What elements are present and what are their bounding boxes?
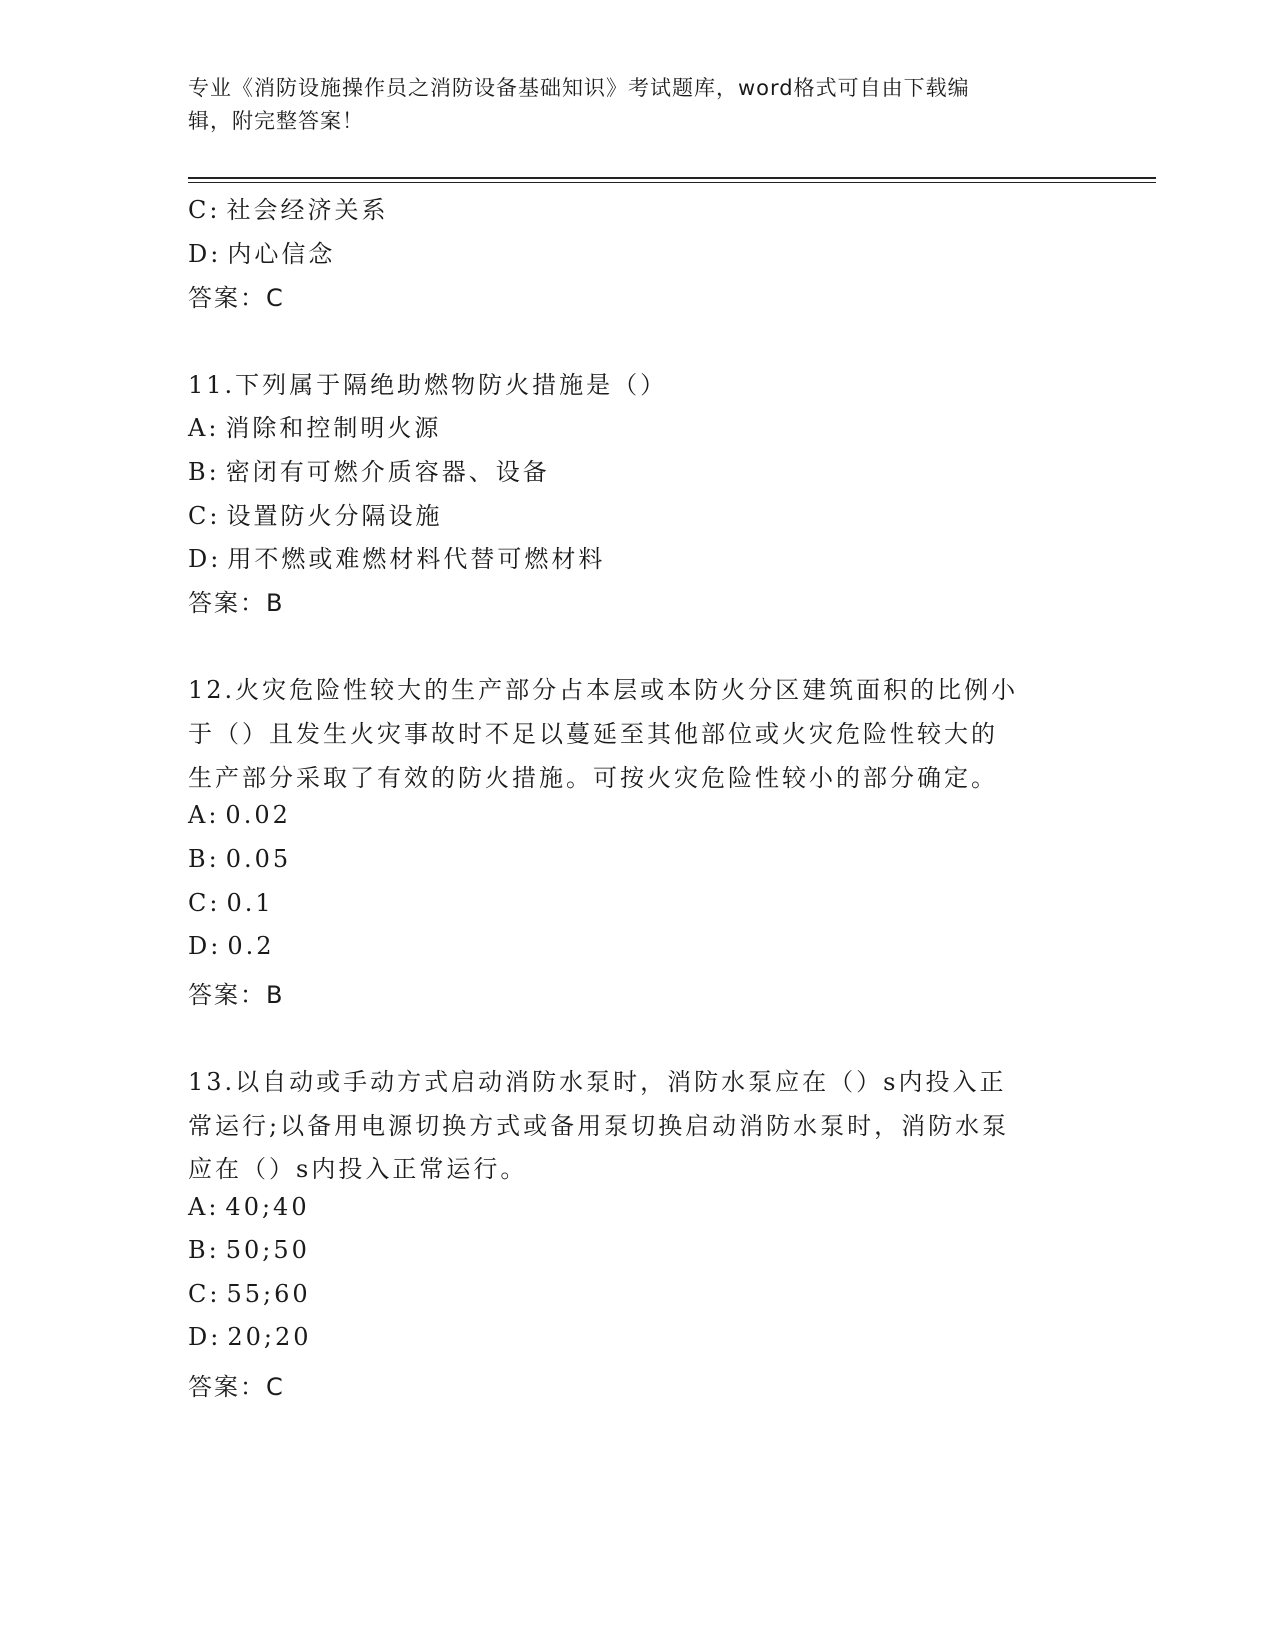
option-text: 40;40 — [225, 1193, 310, 1221]
header-line-2: 辑，附完整答案！ — [188, 109, 364, 133]
question-stem: 应在（）s内投入正常运行。 — [188, 1155, 528, 1183]
option-text: 消除和控制明火源 — [225, 414, 442, 442]
option-b — [188, 845, 291, 873]
option-text: 50;50 — [225, 1236, 310, 1264]
option-d — [188, 932, 275, 960]
option-a — [188, 1193, 310, 1221]
option-c — [188, 889, 274, 917]
option-d — [188, 539, 605, 574]
option-label: D: — [188, 545, 222, 573]
answer-line: 答案：B — [188, 589, 285, 617]
option-text: 密闭有可燃介质容器、设备 — [225, 458, 550, 486]
option-label: C: — [188, 502, 221, 530]
option-d — [188, 234, 335, 269]
option-text: 0.1 — [226, 889, 274, 917]
option-text: 内心信念 — [227, 240, 336, 268]
option-text: 设置防火分隔设施 — [226, 502, 443, 530]
document-header — [188, 72, 1068, 138]
option-label: D: — [188, 1323, 222, 1351]
option-text: 用不燃或难燃材料代替可燃材料 — [227, 545, 606, 573]
option-d — [188, 1323, 312, 1351]
question-stem: 常运行;以备用电源切换方式或备用泵切换启动消防水泵时，消防水泵 — [188, 1112, 1010, 1140]
option-text: 0.2 — [227, 932, 275, 960]
question-stem: 13.以自动或手动方式启动消防水泵时，消防水泵应在（）s内投入正 — [188, 1068, 1007, 1096]
header-line-1: 专业《消防设施操作员之消防设备基础知识》考试题库，word格式可自由下载编 — [188, 76, 970, 100]
answer-line: 答案：B — [188, 981, 285, 1009]
option-b — [188, 1236, 310, 1264]
header-rule-thick — [188, 177, 1156, 179]
option-c — [188, 190, 388, 225]
option-label: A: — [188, 801, 220, 829]
answer-line: 答案：C — [188, 284, 285, 312]
option-text: 55;60 — [226, 1280, 311, 1308]
option-label: C: — [188, 196, 221, 224]
option-label: A: — [188, 1193, 220, 1221]
option-label: C: — [188, 889, 221, 917]
option-text: 0.02 — [225, 801, 291, 829]
option-a — [188, 408, 441, 443]
answer-line: 答案：C — [188, 1373, 285, 1401]
option-text: 社会经济关系 — [226, 196, 389, 224]
option-label: B: — [188, 845, 220, 873]
question-stem: 生产部分采取了有效的防火措施。可按火灾危险性较小的部分确定。 — [188, 764, 998, 792]
option-label: D: — [188, 240, 222, 268]
option-b — [188, 452, 550, 487]
option-label: B: — [188, 458, 220, 486]
option-label: C: — [188, 1280, 221, 1308]
option-text: 20;20 — [227, 1323, 312, 1351]
option-c — [188, 496, 442, 531]
option-text: 0.05 — [225, 845, 292, 873]
option-label: B: — [188, 1236, 220, 1264]
option-a — [188, 801, 291, 829]
question-stem: 12.火灾危险性较大的生产部分占本层或本防火分区建筑面积的比例小 — [188, 676, 1019, 704]
header-rule-thin — [188, 182, 1156, 183]
option-c — [188, 1280, 311, 1308]
option-label: D: — [188, 932, 222, 960]
question-stem: 11.下列属于隔绝助燃物防火措施是（） — [188, 371, 668, 399]
question-stem: 于（）且发生火灾事故时不足以蔓延至其他部位或火灾危险性较大的 — [188, 720, 998, 748]
option-label: A: — [188, 414, 220, 442]
